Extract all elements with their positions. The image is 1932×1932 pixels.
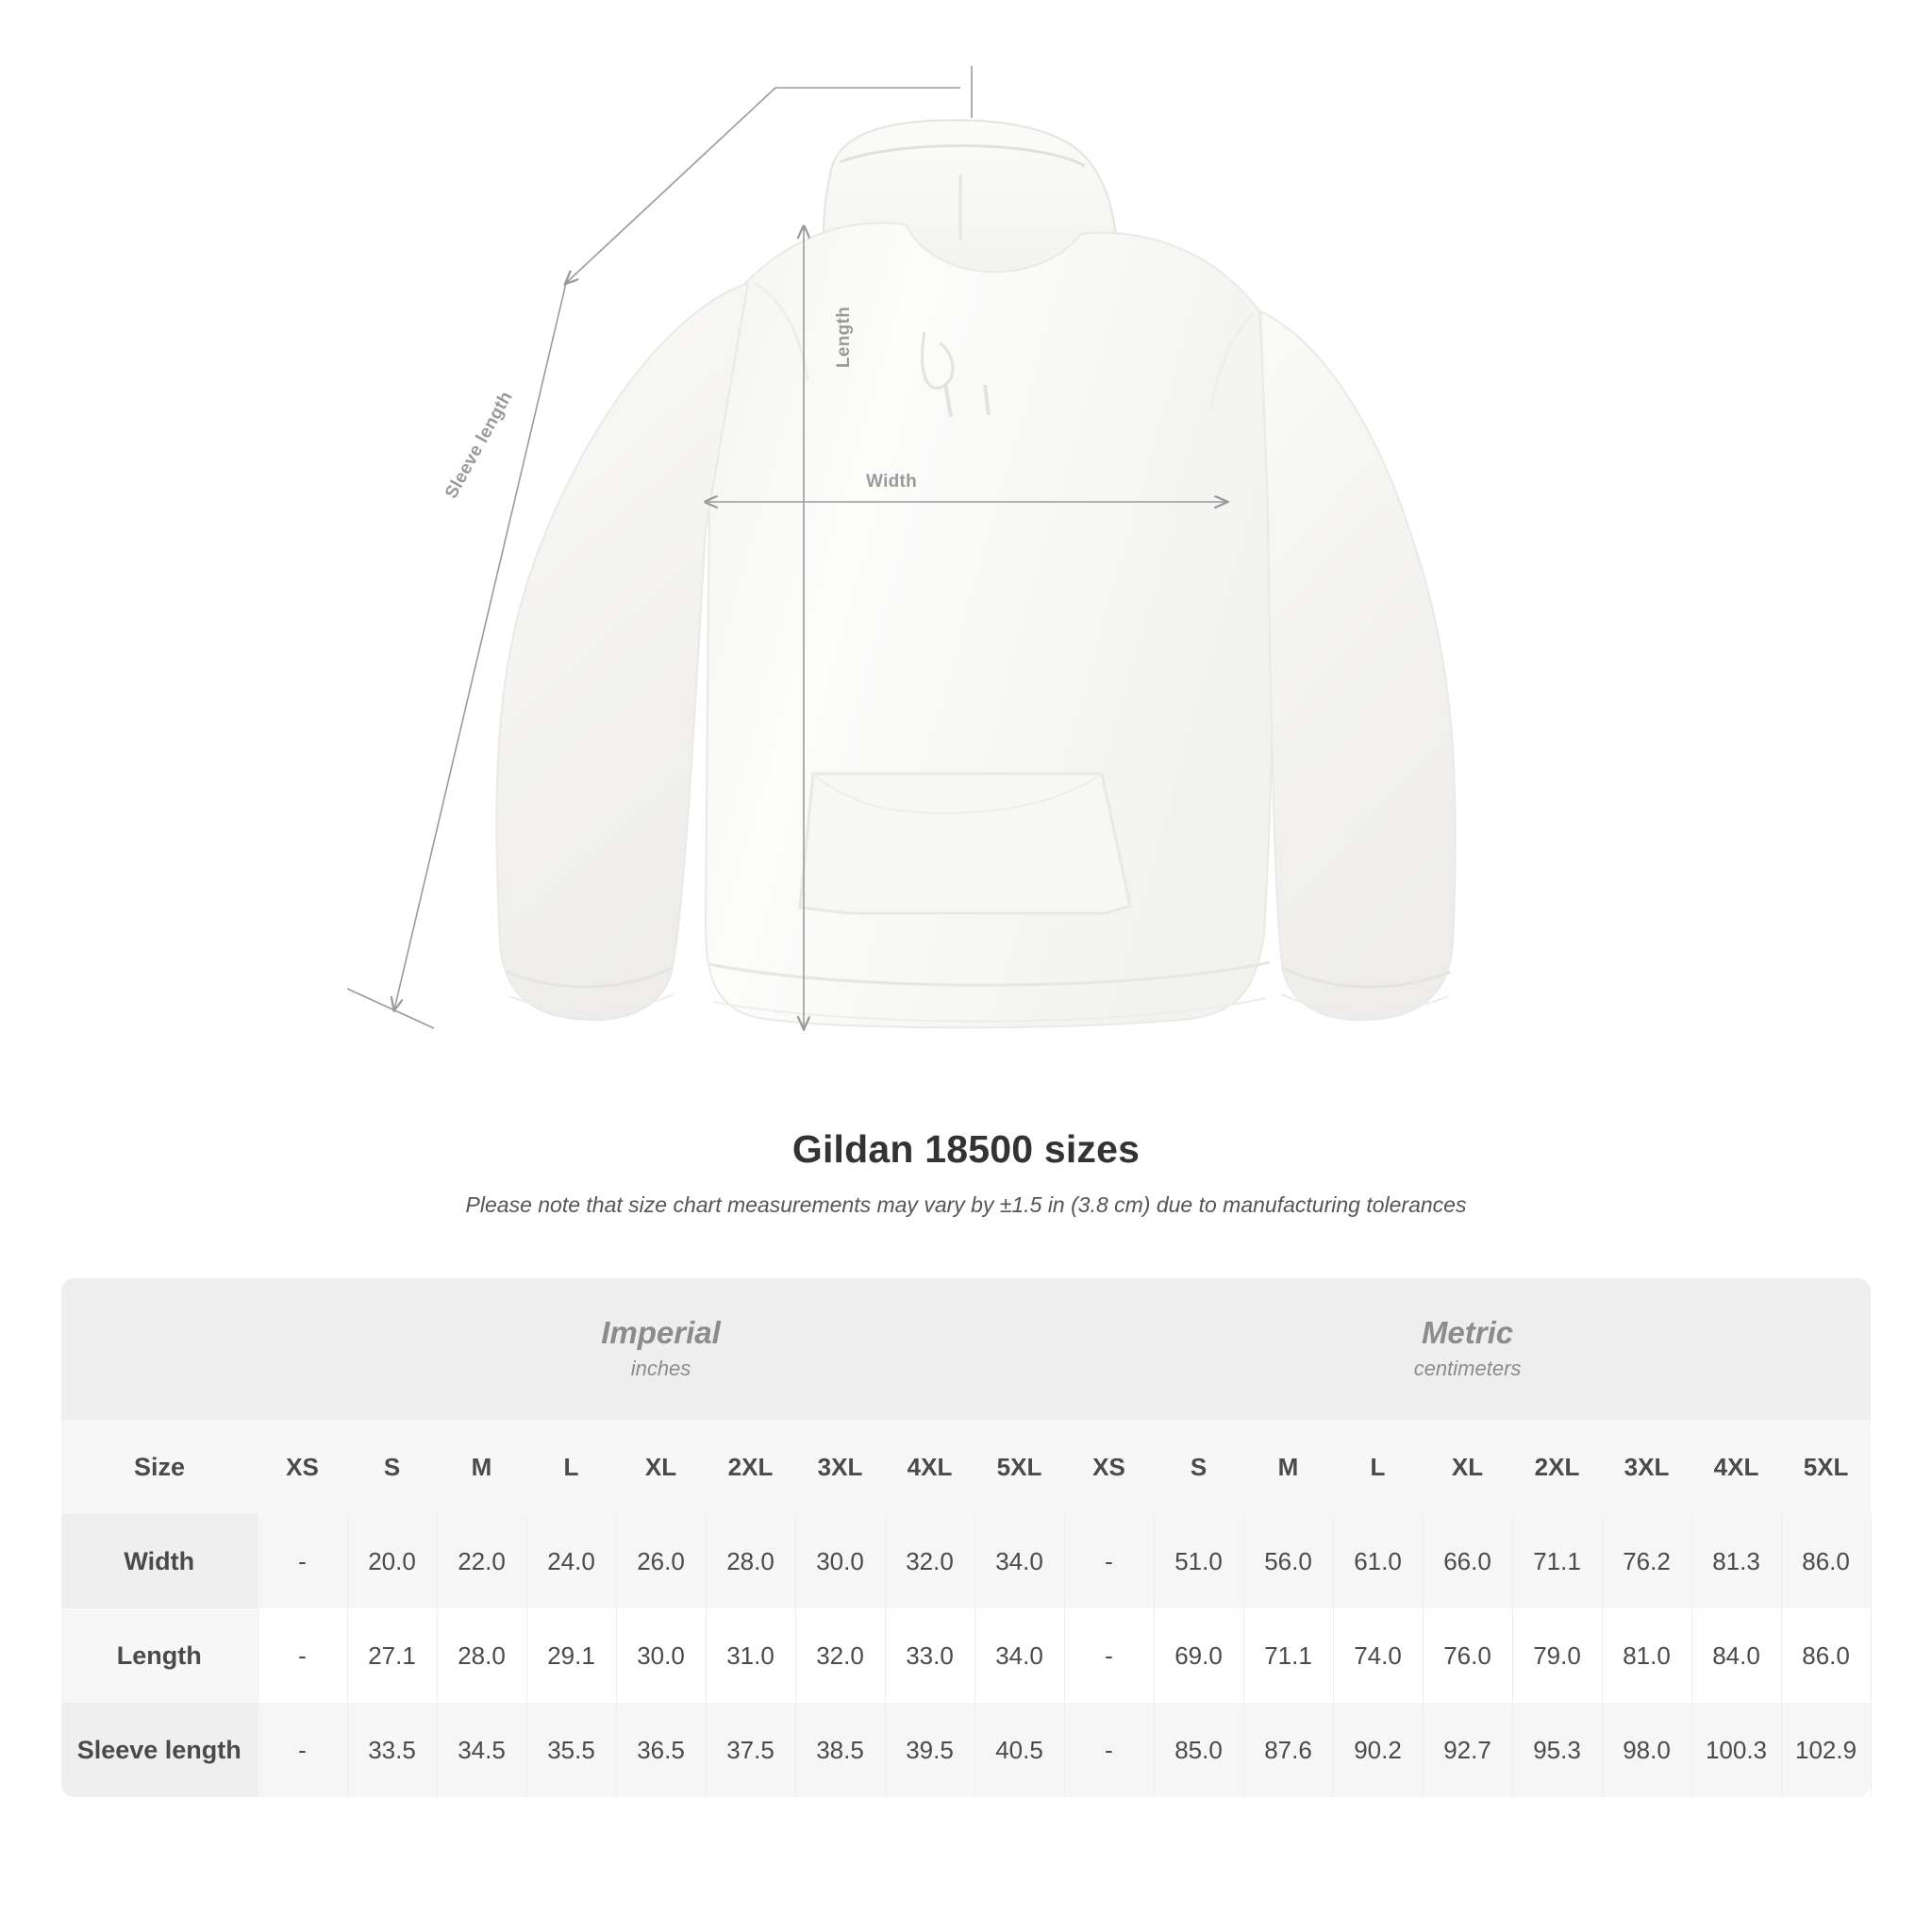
- cell-width-imperial-3xl: 30.0: [795, 1514, 885, 1608]
- cell-width-metric-m: 56.0: [1243, 1514, 1333, 1608]
- label-length: Length: [834, 306, 854, 368]
- cell-length-metric-4xl: 84.0: [1691, 1608, 1781, 1703]
- size-cell-imperial-l: L: [526, 1420, 616, 1514]
- size-cell-imperial-4xl: 4XL: [885, 1420, 974, 1514]
- unit-header-spacer: [61, 1278, 258, 1420]
- cell-length-imperial-5xl: 34.0: [974, 1608, 1064, 1703]
- cell-sleeve-imperial-xl: 36.5: [616, 1703, 706, 1797]
- cell-length-metric-m: 71.1: [1243, 1608, 1333, 1703]
- title-block: [0, 1127, 1932, 1218]
- unit-imperial-name: Imperial: [601, 1314, 721, 1350]
- size-cell-metric-xl: XL: [1423, 1420, 1512, 1514]
- cell-width-imperial-l: 24.0: [526, 1514, 616, 1608]
- size-row: [61, 1420, 1871, 1514]
- row-label-sleeve-length: Sleeve length: [61, 1703, 258, 1797]
- size-header-cell: Size: [61, 1420, 258, 1514]
- cell-width-imperial-m: 22.0: [437, 1514, 526, 1608]
- cell-sleeve-imperial-4xl: 39.5: [885, 1703, 974, 1797]
- size-cell-imperial-5xl: 5XL: [974, 1420, 1064, 1514]
- size-cell-metric-l: L: [1333, 1420, 1423, 1514]
- size-table: [61, 1278, 1872, 1797]
- table-row: [61, 1608, 1871, 1703]
- unit-header-metric: [1064, 1278, 1871, 1420]
- cell-length-metric-5xl: 86.0: [1781, 1608, 1871, 1703]
- size-cell-imperial-3xl: 3XL: [795, 1420, 885, 1514]
- cell-sleeve-imperial-2xl: 37.5: [706, 1703, 795, 1797]
- cell-length-imperial-2xl: 31.0: [706, 1608, 795, 1703]
- size-table-wrapper: [61, 1278, 1871, 1797]
- cell-length-metric-xs: -: [1064, 1608, 1154, 1703]
- cell-sleeve-metric-xs: -: [1064, 1703, 1154, 1797]
- cell-width-imperial-5xl: 34.0: [974, 1514, 1064, 1608]
- size-cell-imperial-m: M: [437, 1420, 526, 1514]
- cell-width-imperial-4xl: 32.0: [885, 1514, 974, 1608]
- cell-width-metric-5xl: 86.0: [1781, 1514, 1871, 1608]
- cell-width-metric-3xl: 76.2: [1602, 1514, 1691, 1608]
- row-label-width: Width: [61, 1514, 258, 1608]
- cell-sleeve-imperial-m: 34.5: [437, 1703, 526, 1797]
- cell-sleeve-metric-s: 85.0: [1154, 1703, 1243, 1797]
- size-cell-imperial-xl: XL: [616, 1420, 706, 1514]
- cell-length-metric-3xl: 81.0: [1602, 1608, 1691, 1703]
- size-cell-metric-4xl: 4XL: [1691, 1420, 1781, 1514]
- cell-width-metric-2xl: 71.1: [1512, 1514, 1602, 1608]
- cell-sleeve-imperial-l: 35.5: [526, 1703, 616, 1797]
- cell-length-metric-s: 69.0: [1154, 1608, 1243, 1703]
- cell-length-imperial-s: 27.1: [347, 1608, 437, 1703]
- cell-length-metric-l: 74.0: [1333, 1608, 1423, 1703]
- cell-sleeve-imperial-3xl: 38.5: [795, 1703, 885, 1797]
- cell-width-imperial-xl: 26.0: [616, 1514, 706, 1608]
- cell-width-metric-s: 51.0: [1154, 1514, 1243, 1608]
- cell-width-metric-xl: 66.0: [1423, 1514, 1512, 1608]
- cell-sleeve-metric-5xl: 102.9: [1781, 1703, 1871, 1797]
- cell-length-imperial-m: 28.0: [437, 1608, 526, 1703]
- page-title: Gildan 18500 sizes: [791, 1127, 1141, 1171]
- hoodie-artwork: [497, 120, 1456, 1027]
- cell-sleeve-metric-l: 90.2: [1333, 1703, 1423, 1797]
- size-cell-metric-m: M: [1243, 1420, 1333, 1514]
- size-cell-metric-5xl: 5XL: [1781, 1420, 1871, 1514]
- cell-sleeve-imperial-s: 33.5: [347, 1703, 437, 1797]
- unit-header-row: [61, 1278, 1871, 1420]
- size-cell-metric-2xl: 2XL: [1512, 1420, 1602, 1514]
- cell-width-imperial-s: 20.0: [347, 1514, 437, 1608]
- cell-length-imperial-l: 29.1: [526, 1608, 616, 1703]
- cell-width-imperial-2xl: 28.0: [706, 1514, 795, 1608]
- cell-sleeve-metric-2xl: 95.3: [1512, 1703, 1602, 1797]
- unit-imperial-sub: inches: [630, 1357, 691, 1381]
- cell-sleeve-metric-xl: 92.7: [1423, 1703, 1512, 1797]
- cell-width-imperial-xs: -: [258, 1514, 347, 1608]
- cell-width-metric-4xl: 81.3: [1691, 1514, 1781, 1608]
- cell-length-imperial-3xl: 32.0: [795, 1608, 885, 1703]
- table-row: [61, 1703, 1871, 1797]
- cell-width-metric-l: 61.0: [1333, 1514, 1423, 1608]
- size-cell-imperial-s: S: [347, 1420, 437, 1514]
- cell-sleeve-imperial-5xl: 40.5: [974, 1703, 1064, 1797]
- cell-length-metric-2xl: 79.0: [1512, 1608, 1602, 1703]
- table-row: [61, 1514, 1871, 1608]
- cell-length-imperial-xs: -: [258, 1608, 347, 1703]
- unit-header-imperial: [258, 1278, 1064, 1420]
- cell-length-imperial-4xl: 33.0: [885, 1608, 974, 1703]
- size-cell-imperial-xs: XS: [258, 1420, 347, 1514]
- cell-length-metric-xl: 76.0: [1423, 1608, 1512, 1703]
- cell-width-metric-xs: -: [1064, 1514, 1154, 1608]
- unit-metric-sub: centimeters: [1413, 1357, 1522, 1381]
- size-cell-metric-3xl: 3XL: [1602, 1420, 1691, 1514]
- cell-length-imperial-xl: 30.0: [616, 1608, 706, 1703]
- cell-sleeve-metric-3xl: 98.0: [1602, 1703, 1691, 1797]
- label-sleeve-length: Sleeve length: [441, 388, 517, 503]
- unit-metric-name: Metric: [1421, 1314, 1514, 1350]
- row-label-length: Length: [61, 1608, 258, 1703]
- cell-sleeve-metric-4xl: 100.3: [1691, 1703, 1781, 1797]
- size-cell-metric-s: S: [1154, 1420, 1243, 1514]
- cell-sleeve-imperial-xs: -: [258, 1703, 347, 1797]
- label-width: Width: [866, 472, 918, 491]
- cell-sleeve-metric-m: 87.6: [1243, 1703, 1333, 1797]
- tolerance-note: Please note that size chart measurements may vary by ±1.5 in (3.8 cm) due to manufacturing tolerances: [465, 1192, 1467, 1217]
- size-cell-metric-xs: XS: [1064, 1420, 1154, 1514]
- size-cell-imperial-2xl: 2XL: [706, 1420, 795, 1514]
